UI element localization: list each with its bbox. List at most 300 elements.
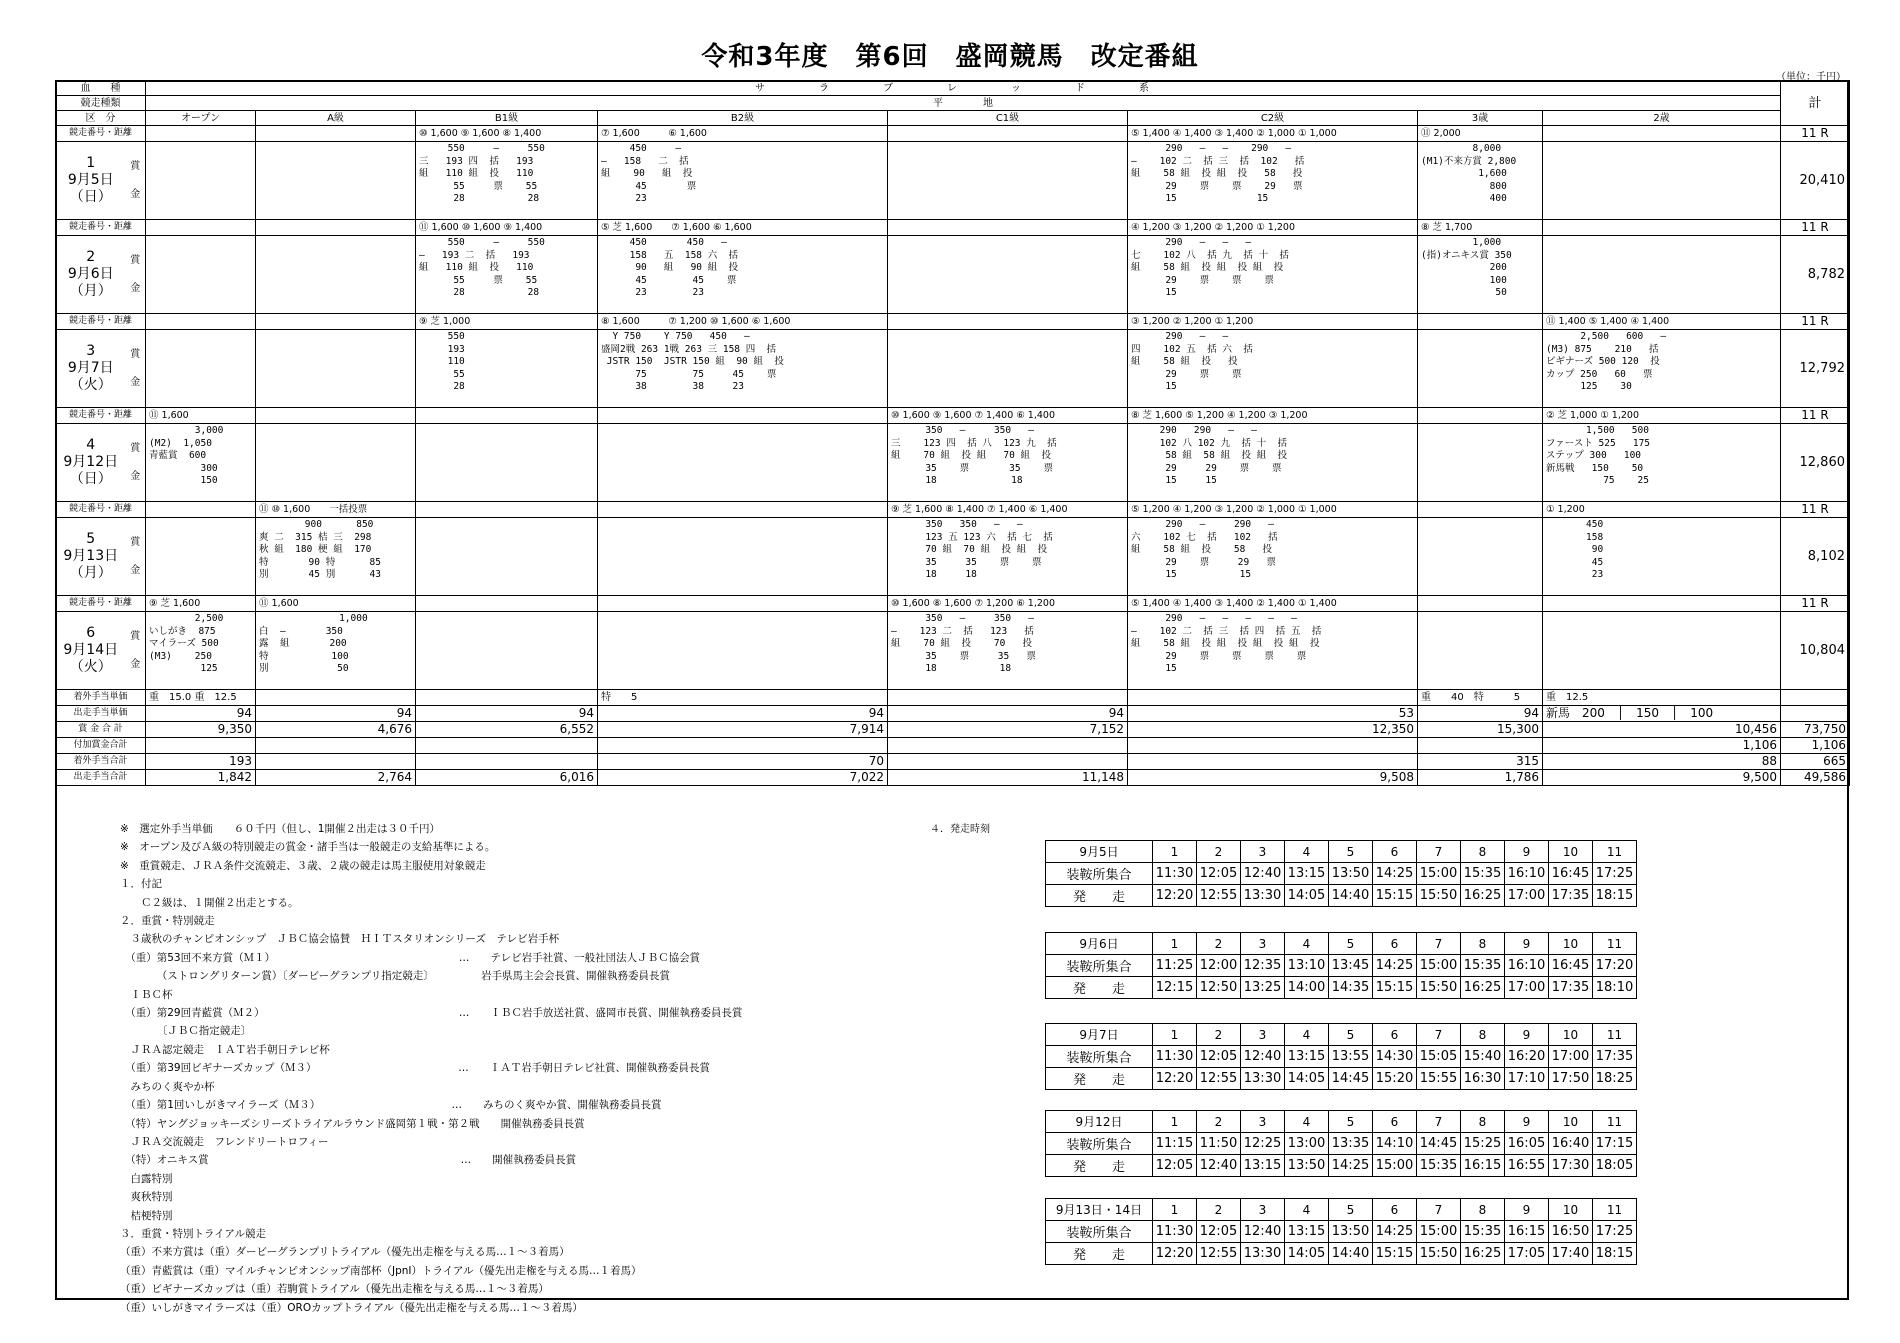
summary-cell: 94 [888,706,1128,722]
document-title: 令和3年度 第6回 盛岡競馬 改定番組 [701,42,1199,72]
start-time: 15:15 [1373,885,1417,907]
start-time-table [1045,840,1637,907]
prize-line: 290 ― ― ― ― ― [1131,613,1297,624]
summary-total: 1,106 [1781,738,1850,754]
summary-cell: 7,152 [888,722,1128,738]
distance-cell: ⑨ 芝 1,600 ⑧ 1,400 ⑦ 1,400 ⑥ 1,400 [888,502,1128,518]
distance-cell: ⑩ 1,600 ⑧ 1,600 ⑦ 1,200 ⑥ 1,200 [888,596,1128,612]
race-number: 10 [1549,933,1593,955]
day-date: 9月5日 [67,172,114,188]
prize-line: 別 45 別 43 [259,569,381,581]
start-time: 14:05 [1285,885,1329,907]
prize-line: 400 [1421,193,1507,205]
kin-label: 金 [130,658,141,670]
total-label: 計 [1781,81,1850,126]
class-header: B2級 [598,111,888,126]
note-line: （重）青藍賞は（重）マイルチャンピオンシップ南部杯（JpnⅠ）トライアル（優先出走権を与える馬…１着馬） [120,1264,642,1277]
start-time: 12:50 [1197,977,1241,999]
race-number-row [1046,1111,1637,1133]
start-time: 15:35 [1417,1155,1461,1177]
summary-cell: 6,016 [416,770,598,786]
prize-line: 3,000 [149,425,224,436]
race-number: 3 [1241,1199,1285,1221]
summary-total: 73,750 [1781,722,1850,738]
type-label: 競走種類 [56,96,146,111]
assemble-time: 17:20 [1593,955,1637,977]
notes-section [120,820,1000,1317]
start-time: 17:05 [1505,1243,1549,1265]
summary-cell: 1,786 [1418,770,1543,786]
start-time: 15:50 [1417,885,1461,907]
summary-cell: 12,350 [1128,722,1418,738]
summary-cell: 1,106 [1543,738,1781,754]
distance-cell: ⑩ 1,600 ⑨ 1,600 ⑦ 1,400 ⑥ 1,400 [888,408,1128,424]
prize-line: 29 票 票 票 [1131,274,1274,286]
kin-label: 金 [130,564,141,576]
assemble-time: 12:25 [1241,1133,1285,1155]
day-dow: （日） [69,189,112,205]
prize-line: 193 [419,343,465,355]
assemble-time: 16:20 [1505,1046,1549,1068]
class-header: オープン [146,111,256,126]
day-total: 12,860 [1781,424,1850,502]
assemble-time: 12:05 [1197,1046,1241,1068]
prize-line: 110 [419,356,465,368]
assemble-time: 14:10 [1373,1133,1417,1155]
assemble-time: 16:50 [1549,1221,1593,1243]
prize-line: 別 50 [259,663,349,675]
day-total: 8,102 [1781,518,1850,596]
start-time: 13:30 [1241,885,1285,907]
assemble-time: 16:05 [1505,1133,1549,1155]
distance-cell: ⑪ 1,600 ⑩ 1,600 ⑨ 1,400 [416,220,598,236]
race-number: 7 [1417,1111,1461,1133]
assemble-time: 13:00 [1285,1133,1329,1155]
prize-line: 75 25 [1546,475,1649,487]
day-date: 9月6日 [67,266,114,282]
day-dow: （火） [69,377,112,393]
note-line: ※ オープン及びＡ級の特別競走の賞金・諸手当は一般競走の支給基準による。 [120,841,496,854]
class-header: C2級 [1128,111,1418,126]
day-date: 9月12日 [63,454,119,470]
summary-cell: 53 [1128,706,1418,722]
prize-line: 1,000 [1421,237,1502,248]
prize-line: 55 票 55 [419,274,538,286]
summary-cell: 4,676 [256,722,416,738]
start-time: 16:25 [1461,1243,1505,1265]
start-time-table [1045,932,1637,999]
race-number: 8 [1461,1199,1505,1221]
summary-cell: 重 12.5 [1543,690,1781,706]
start-time: 12:20 [1153,885,1197,907]
note-line: 白露特別 [120,1172,173,1185]
race-number: 5 [1329,933,1373,955]
race-number: 4 [1285,1024,1329,1046]
prize-line: 290 ― 290 ― [1131,519,1274,530]
prize-line: 75 75 45 票 [601,368,777,380]
start-time: 14:35 [1329,977,1373,999]
race-number: 10 [1549,841,1593,863]
prize-line: 組 110 組 投 110 [419,168,534,180]
start-time: 18:05 [1593,1155,1637,1177]
note-line: Ｃ２級は、１開催２出走とする。 [120,896,299,909]
prize-line: 四 102 五 括 六 括 [1131,343,1253,355]
race-number-row [1046,841,1637,863]
race-number: 1 [1153,841,1197,863]
kin-label: 金 [130,376,141,388]
prize-line: 盛岡2戦 263 1戦 263 三 158 四 括 [601,343,777,355]
distance-cell: ⑨ 芝 1,000 [416,314,598,330]
summary-cell: 70 [598,754,888,770]
prize-line: 組 90 組 投 [601,168,693,180]
prize-line: 125 [149,663,218,675]
start-time: 17:35 [1549,977,1593,999]
assemble-time: 15:25 [1461,1133,1505,1155]
distance-cell: ⑪ ⑩ 1,600 一括投票 [256,502,416,518]
note-line: みちのく爽やか杯 [120,1080,215,1093]
assemble-row [1046,1221,1637,1243]
prize-line: 35 35 票 票 [891,556,1042,568]
timetable-date: 9月13日・14日 [1046,1199,1153,1221]
start-row [1046,1068,1637,1090]
start-time: 17:30 [1549,1155,1593,1177]
race-number: 9 [1505,933,1549,955]
timetable-date: 9月12日 [1046,1111,1153,1133]
assemble-time: 13:50 [1329,863,1373,885]
distance-cell: ② 芝 1,000 ① 1,200 [1543,408,1781,424]
race-number: 5 [1329,841,1373,863]
assemble-time: 16:45 [1549,863,1593,885]
assemble-row [1046,955,1637,977]
prize-line: 七 102 八 括 九 括 十 括 [1131,249,1290,261]
class-header: C1級 [888,111,1128,126]
race-number: 11 [1593,933,1637,955]
race-number: 6 [1373,841,1417,863]
distance-cell: ⑧ 1,600 ⑦ 1,200 ⑩ 1,600 ⑥ 1,600 [598,314,888,330]
summary-cell: 新馬 200 │ 150 │ 100 [1543,706,1781,722]
assemble-time: 13:10 [1285,955,1329,977]
start-time: 12:55 [1197,1243,1241,1265]
race-number: 10 [1549,1024,1593,1046]
shou-label: 賞 [130,630,141,642]
assemble-time: 17:25 [1593,863,1637,885]
summary-cell: 10,456 [1543,722,1781,738]
distance-cell: ⑩ 1,600 ⑨ 1,600 ⑧ 1,400 [416,126,598,142]
race-number: 9 [1505,1024,1549,1046]
day-total: 12,792 [1781,330,1850,408]
start-time: 13:50 [1285,1155,1329,1177]
assemble-label: 装鞍所集合 [1046,1133,1153,1155]
race-number: 10 [1549,1111,1593,1133]
assemble-label: 装鞍所集合 [1046,1221,1153,1243]
shou-label: 賞 [130,160,141,172]
assemble-time: 11:30 [1153,1221,1197,1243]
prize-line: 15 [1131,287,1177,299]
start-time: 15:20 [1373,1068,1417,1090]
assemble-time: 12:00 [1197,955,1241,977]
distance-cell: ⑦ 1,600 ⑥ 1,600 [598,126,888,142]
prize-line: 45 票 [601,180,697,192]
shou-label: 賞 [130,254,141,266]
race-number: 2 [1197,1199,1241,1221]
summary-cell: 94 [1418,706,1543,722]
prize-line: いしがき 875 [149,625,216,637]
prize-line: 55 票 55 [419,180,538,192]
distance-cell: ④ 1,200 ③ 1,200 ② 1,200 ① 1,200 [1128,220,1418,236]
assemble-time: 12:35 [1241,955,1285,977]
summary-cell: 9,508 [1128,770,1418,786]
start-time: 14:25 [1329,1155,1373,1177]
prize-line: 800 [1421,180,1507,192]
race-count: 11 R [1781,220,1850,236]
prize-line: 青藍賞 600 [149,450,207,462]
prize-line: 三 193 四 括 193 [419,155,534,167]
summary-cell: 193 [146,754,256,770]
assemble-time: 14:45 [1417,1133,1461,1155]
prize-line: ファースト 525 175 [1546,437,1651,449]
prize-line: 150 [149,475,218,487]
prize-line: ビギナーズ 500 120 投 [1546,356,1660,368]
summary-total: 49,586 [1781,770,1850,786]
prize-line: 28 28 [419,193,540,205]
distance-cell: ⑪ 1,400 ⑤ 1,400 ④ 1,400 [1543,314,1781,330]
start-label: 発 走 [1046,1068,1153,1090]
race-number: 5 [1329,1199,1373,1221]
day-date: 9月13日 [63,548,119,564]
prize-line: 15 15 [1131,569,1252,581]
start-time: 17:50 [1549,1068,1593,1090]
assemble-time: 12:05 [1197,863,1241,885]
note-line: （特）オニキス賞 … 開催執務委員長賞 [120,1154,577,1167]
note-line: （重）第39回ビギナーズカップ（Ｍ３） … ＩＡＴ岩手朝日テレビ社賞、開催執務委員長賞 [120,1062,711,1075]
prize-line: 550 ― 550 [419,237,545,248]
prize-line: 28 [419,381,465,393]
assemble-time: 17:00 [1549,1046,1593,1068]
assemble-time: 14:25 [1373,1221,1417,1243]
prize-line: JSTR 150 JSTR 150 組 90 組 投 [601,356,784,368]
note-line: ※ 選定外手当単価 ６０千円（但し、1開催２出走は３０千円） [120,823,440,835]
prize-line: 290 ― ― [1131,331,1229,342]
note-line: ＪＲＡ交流競走 フレンドリートロフィー [120,1135,329,1148]
prize-line: ― 102 二 括 三 括 102 括 [1131,155,1305,167]
assemble-time: 13:55 [1329,1046,1373,1068]
assemble-time: 15:00 [1417,863,1461,885]
prize-line: 露 組 200 [259,638,347,650]
start-time: 16:25 [1461,885,1505,907]
assemble-time: 14:25 [1373,863,1417,885]
start-time: 12:20 [1153,1068,1197,1090]
race-number: 10 [1549,1199,1593,1221]
prize-line: 450 450 ― [601,237,727,248]
assemble-row [1046,1046,1637,1068]
prize-line: (M1)不来方賞 2,800 [1421,155,1517,167]
race-number: 2 [1197,1024,1241,1046]
kin-label: 金 [130,188,141,200]
race-number: 7 [1417,933,1461,955]
assemble-row [1046,863,1637,885]
unit-note: （単位：千円） [1776,72,1846,83]
day-day: 6 [86,625,96,641]
day-date: 9月14日 [63,642,119,658]
start-time: 18:15 [1593,885,1637,907]
prize-line: 550 [419,331,465,342]
prize-line: 350 350 ― ― [891,519,1023,530]
prize-line: 1,500 500 [1546,425,1649,436]
assemble-time: 17:15 [1593,1133,1637,1155]
prize-line: 450 ― [601,143,682,154]
start-time: 16:55 [1505,1155,1549,1177]
assemble-time: 16:10 [1505,955,1549,977]
prize-line: 29 票 票 [1131,368,1242,380]
day-dow: （月） [69,283,112,299]
race-number: 11 [1593,1199,1637,1221]
prize-line: 35 票 35 票 [891,650,1036,662]
race-number: 2 [1197,841,1241,863]
prize-line: 15 15 [1131,475,1217,487]
summary-cell: 9,350 [146,722,256,738]
prize-line: 290 ― ― 290 ― [1131,143,1292,154]
prize-line: 18 18 [891,569,977,581]
race-number: 6 [1373,1199,1417,1221]
start-time: 16:15 [1461,1155,1505,1177]
race-number: 4 [1285,1199,1329,1221]
prize-line: 55 [419,368,465,380]
race-count: 11 R [1781,314,1850,330]
timetable-date: 9月5日 [1046,841,1153,863]
race-count: 11 R [1781,596,1850,612]
summary-cell: 88 [1543,754,1781,770]
note-line: ※ 重賞競走、ＪＲＡ条件交流競走、３歳、２歳の競走は馬主服使用対象競走 [120,859,486,872]
prize-line: 2,500 [149,613,224,624]
race-count: 11 R [1781,502,1850,518]
prize-line: 100 [1421,274,1507,286]
day-total: 20,410 [1781,142,1850,220]
start-time: 14:45 [1329,1068,1373,1090]
summary-label: 出走手当単価 [56,706,146,722]
assemble-row [1046,1133,1637,1155]
race-number-row [1046,1024,1637,1046]
prize-line: 1,600 [1421,168,1507,180]
start-row [1046,885,1637,907]
assemble-time: 13:15 [1285,1046,1329,1068]
start-time: 13:30 [1241,1243,1285,1265]
prize-line: 90 組 90 組 投 [601,262,739,274]
note-line: １．付記 [120,878,162,891]
note-line: （重）ビギナーズカップは（重）若駒賞トライアル（優先出走権を与える馬…１～３着馬） [120,1283,549,1296]
race-number: 3 [1241,933,1285,955]
assemble-time: 13:35 [1329,1133,1373,1155]
race-number: 3 [1241,1111,1285,1133]
prize-line: 15 [1131,663,1177,675]
start-time: 18:10 [1593,977,1637,999]
prize-line: 組 58 組 投 58 投 [1131,544,1272,556]
race-number: 11 [1593,1024,1637,1046]
distance-cell: ⑤ 芝 1,600 ⑦ 1,600 ⑥ 1,600 [598,220,888,236]
prize-line: 200 [1421,262,1507,274]
assemble-time: 12:40 [1241,1046,1285,1068]
class-header: 3歳 [1418,111,1543,126]
race-number-row [1046,1199,1637,1221]
assemble-time: 14:30 [1373,1046,1417,1068]
class-header: 2歳 [1543,111,1781,126]
prize-line: 450 [1546,519,1604,530]
race-number: 6 [1373,1024,1417,1046]
distance-cell: ⑤ 1,400 ④ 1,400 ③ 1,400 ② 1,000 ① 1,000 [1128,126,1418,142]
race-number: 8 [1461,841,1505,863]
assemble-time: 13:45 [1329,955,1373,977]
start-time: 17:35 [1549,885,1593,907]
assemble-time: 15:00 [1417,955,1461,977]
distance-cell: ⑨ 芝 1,600 [146,596,256,612]
prize-line: 300 [149,462,218,474]
race-number: 7 [1417,1199,1461,1221]
day-dow: （月） [69,565,112,581]
prize-line: 秋 組 180 梗 組 170 [259,544,372,556]
blood-value: サ ラ ブ レ ッ ド 系 [146,81,1781,96]
prize-line: 23 [1546,569,1604,581]
prize-line: 29 票 票 29 票 [1131,180,1303,192]
start-time: 15:15 [1373,977,1417,999]
race-number: 4 [1285,933,1329,955]
prize-line: 90 [1546,544,1604,556]
start-time: 12:20 [1153,1243,1197,1265]
assemble-label: 装鞍所集合 [1046,863,1153,885]
day-dow: （火） [69,659,112,675]
timetable-date: 9月6日 [1046,933,1153,955]
prize-line: 1,000 [259,613,368,624]
assemble-time: 12:40 [1241,863,1285,885]
race-number: 2 [1197,1111,1241,1133]
summary-cell: 7,022 [598,770,888,786]
distance-cell: ⑧ 芝 1,600 ⑤ 1,200 ④ 1,200 ③ 1,200 [1128,408,1418,424]
start-label: 発 走 [1046,885,1153,907]
prize-line: 組 58 組 投 組 投 組 投 組 投 [1131,638,1320,650]
prize-line: 三 123 四 括 八 123 九 括 [891,437,1057,449]
race-number: 5 [1329,1111,1373,1133]
distance-cell: ⑪ 1,600 [146,408,256,424]
prize-line: 158 [1546,531,1604,543]
day-day: 1 [86,155,96,171]
distance-cell: ③ 1,200 ② 1,200 ① 1,200 [1128,314,1418,330]
note-line: （重）第53回不来方賞（Ｍ１） … テレビ岩手社賞、一般社団法人ＪＢＣ協会賞 [120,951,701,964]
assemble-time: 15:35 [1461,1221,1505,1243]
race-number: 6 [1373,933,1417,955]
race-number: 1 [1153,1199,1197,1221]
prize-line: 35 票 35 票 [891,462,1053,474]
start-time: 17:00 [1505,885,1549,907]
summary-label: 付加賞金合計 [56,738,146,754]
distance-cell: ⑪ 2,000 [1418,126,1543,142]
prize-line: ― 158 二 括 [601,155,689,167]
kubun-label: 区 分 [56,111,146,126]
prize-line: 350 ― 350 ― [891,613,1034,624]
start-time: 16:25 [1461,977,1505,999]
prize-line: 290 ― ― ― [1131,237,1252,248]
day-total: 8,782 [1781,236,1850,314]
shou-label: 賞 [130,442,141,454]
summary-cell: 9,500 [1543,770,1781,786]
start-label: 発 走 [1046,1243,1153,1265]
race-number: 6 [1373,1111,1417,1133]
summary-cell: 2,764 [256,770,416,786]
summary-cell: 94 [416,706,598,722]
prize-line: 組 110 組 投 110 [419,262,534,274]
race-number: 9 [1505,841,1549,863]
race-number: 1 [1153,933,1197,955]
distance-cell: ① 1,200 [1543,502,1781,518]
assemble-time: 13:15 [1285,863,1329,885]
assemble-label: 装鞍所集合 [1046,955,1153,977]
